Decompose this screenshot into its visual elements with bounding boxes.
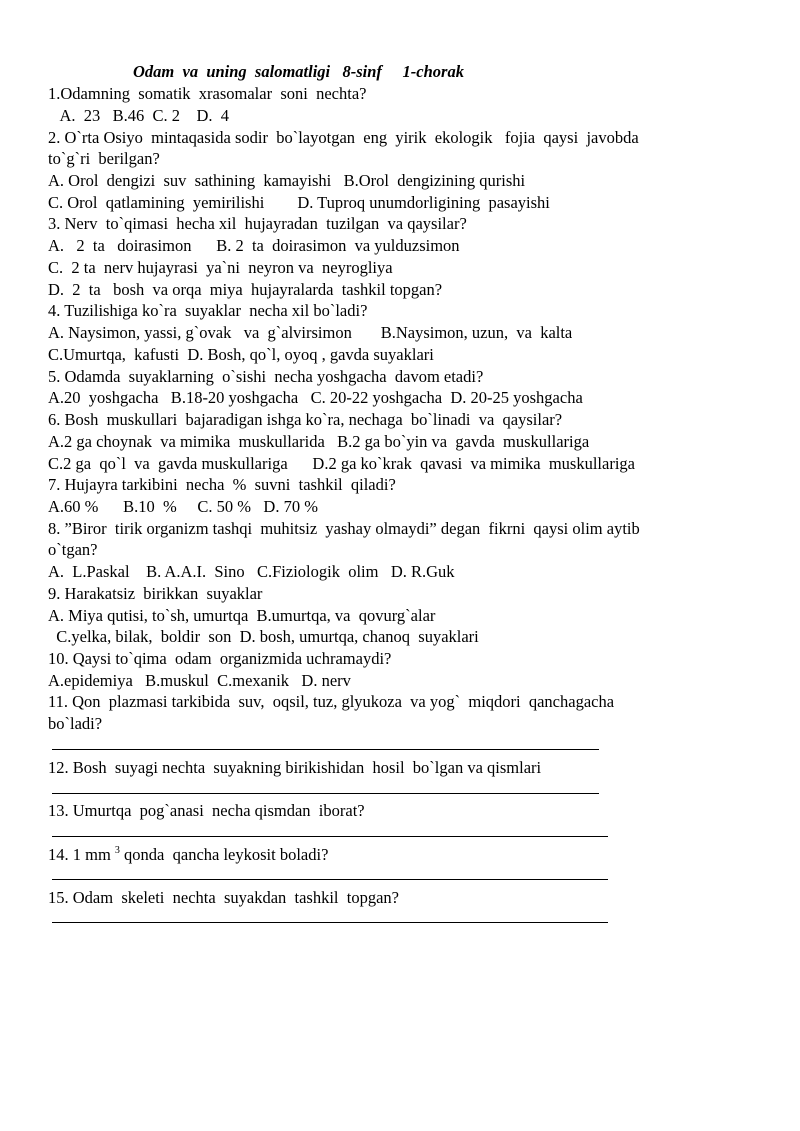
answer-line-12[interactable]: [52, 793, 599, 794]
question-3-option-d: D. 2 ta bosh va orqa miya hujayralarda tashkil topgan?: [48, 280, 443, 299]
question-10-options: A.epidemiya B.muskul C.mexanik D. nerv: [48, 671, 351, 690]
question-6-options-cd: C.2 ga qo`l va gavda muskullariga D.2 ga ko`krak qavasi va mimika muskullariga: [48, 454, 635, 473]
question-14-text-start: 14. 1 mm: [48, 845, 115, 864]
question-8-continued: o`tgan?: [48, 540, 98, 559]
question-5: 5. Odamda suyaklarning o`sishi necha yoshgacha davom etadi?: [48, 367, 484, 386]
answer-line-13[interactable]: [52, 836, 608, 837]
question-14: [48, 845, 328, 865]
question-6: 6. Bosh muskullari bajaradigan ishga ko`ra, nechaga bo`linadi va qaysilar?: [48, 410, 563, 429]
question-13: 13. Umurtqa pog`anasi necha qismdan iborat?: [48, 801, 365, 820]
question-1: 1.Odamning somatik xrasomalar soni nechta?: [48, 84, 367, 103]
question-9-options-cd: C.yelka, bilak, boldir son D. bosh, umurtqa, chanoq suyaklari: [48, 627, 479, 646]
question-14-text-end: qonda qancha leykosit boladi?: [119, 845, 329, 864]
question-4-options-ab: A. Naysimon, yassi, g`ovak va g`alvirsimon B.Naysimon, uzun, va kalta: [48, 323, 573, 342]
question-6-options-ab: A.2 ga choynak va mimika muskullarida B.2 ga bo`yin va gavda muskullariga: [48, 432, 590, 451]
question-12: 12. Bosh suyagi nechta suyakning birikishidan hosil bo`lgan va qismlari: [48, 758, 542, 777]
question-2-options-ab: A. Orol dengizi suv sathining kamayishi B.Orol dengizining qurishi: [48, 171, 526, 190]
question-2-options-cd: C. Orol qatlamining yemirilishi D. Tuproq unumdorligining pasayishi: [48, 193, 550, 212]
question-1-options: A. 23 B.46 C. 2 D. 4: [48, 106, 230, 125]
question-2: 2. O`rta Osiyo mintaqasida sodir bo`layotgan eng yirik ekologik fojia qaysi javobda: [48, 128, 639, 147]
answer-line-11[interactable]: [52, 749, 599, 750]
question-8-options: A. L.Paskal B. A.A.I. Sino C.Fiziologik olim D. R.Guk: [48, 562, 455, 581]
question-3-options-ab: A. 2 ta doirasimon B. 2 ta doirasimon va yulduzsimon: [48, 236, 460, 255]
question-7: 7. Hujayra tarkibini necha % suvni tashkil qiladi?: [48, 475, 396, 494]
question-3: 3. Nerv to`qimasi hecha xil hujayradan tuzilgan va qaysilar?: [48, 214, 467, 233]
question-15: 15. Odam skeleti nechta suyakdan tashkil topgan?: [48, 888, 399, 907]
question-14-superscript: 3: [114, 845, 120, 856]
question-2-continued: to`g`ri berilgan?: [48, 149, 160, 168]
answer-line-14[interactable]: [52, 879, 608, 880]
question-11: 11. Qon plazmasi tarkibida suv, oqsil, tuz, glyukoza va yog` miqdori qanchagacha: [48, 692, 615, 711]
question-7-options: A.60 % B.10 % C. 50 % D. 70 %: [48, 497, 318, 516]
question-9-options-ab: A. Miya qutisi, to`sh, umurtqa B.umurtqa, va qovurg`alar: [48, 606, 436, 625]
question-3-option-c: C. 2 ta nerv hujayrasi ya`ni neyron va neyrogliya: [48, 258, 393, 277]
question-5-options: A.20 yoshgacha B.18-20 yoshgacha C. 20-22 yoshgacha D. 20-25 yoshgacha: [48, 388, 583, 407]
question-4-options-cd: C.Umurtqa, kafusti D. Bosh, qo`l, oyoq , gavda suyaklari: [48, 345, 434, 364]
question-8: 8. ”Biror tirik organizm tashqi muhitsiz yashay olmaydi” degan fikrni qaysi olim aytib: [48, 519, 640, 538]
question-9: 9. Harakatsiz birikkan suyaklar: [48, 584, 263, 603]
question-10: 10. Qaysi to`qima odam organizmida uchramaydi?: [48, 649, 392, 668]
question-11-continued: bo`ladi?: [48, 714, 103, 733]
page-title: Odam va uning salomatligi 8-sinf 1-chorak: [133, 62, 464, 81]
question-4: 4. Tuzilishiga ko`ra suyaklar necha xil bo`ladi?: [48, 301, 368, 320]
answer-line-15[interactable]: [52, 922, 608, 923]
